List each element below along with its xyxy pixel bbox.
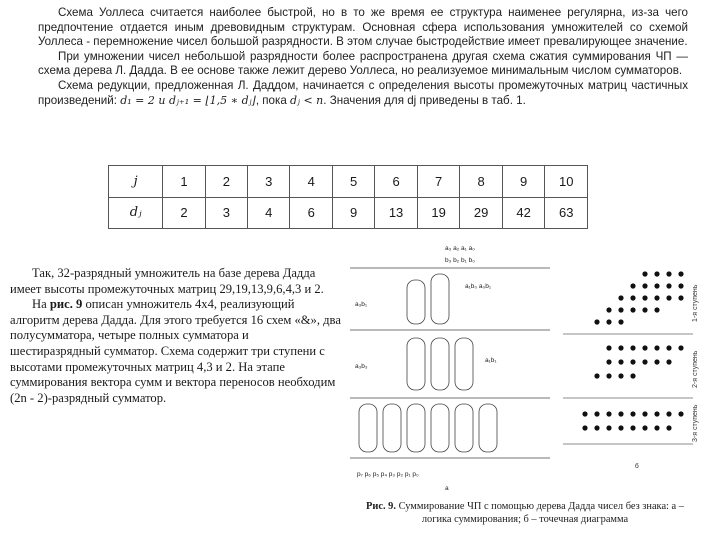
intro-p3-end: . Значения для dj приведены в таб. 1.	[323, 93, 526, 107]
table-cell: 19	[417, 197, 460, 229]
figure-caption	[355, 500, 695, 526]
dadda-tree-figure	[345, 238, 705, 494]
table-cell: 9	[332, 197, 374, 229]
caption-label: Рис. 9.	[366, 501, 396, 512]
intro-paragraph-3	[38, 79, 688, 108]
table-cell: 2	[163, 197, 205, 229]
figure-sublabel-a: а	[445, 485, 449, 492]
table-cell: 3	[248, 166, 290, 198]
intro-paragraph-2: При умножении чисел небольшой разрядности более распространена другая схема сжатия суммирования ЧП — схема дерева Л. Дадда. В ее основе также лежит дерево Уоллеса, но реализуемое минимальным числом сумматоров.	[38, 49, 688, 78]
table-cell: 29	[460, 197, 503, 229]
table-cell: 42	[502, 197, 545, 229]
table-cell: 7	[417, 166, 460, 198]
table-cell: 8	[460, 166, 503, 198]
stage-label-3: 3-я ступень	[692, 404, 699, 442]
body-p2-rest: описан умножитель 4х4, реализующий алгоритм дерева Дадда. Для этого требуется 16 схем «&», два полусумматора, четыре полных сумматора и шестиразрядный сумматор. Схема содержит три ступени с высотами промежуточных матриц 4,3 и 2. На этапе суммирования вектора сумм и вектора переносов необходим (2n - 2)-разрядный сумматор.	[10, 297, 341, 405]
intro-p3-start: Схема редукции, предложенная Л. Даддом, начинается с определения высоты промежуточных матриц частичных произведений:	[38, 78, 688, 107]
table-cell: 5	[332, 166, 374, 198]
table-cell: 6	[375, 166, 418, 198]
intro-text	[38, 6, 688, 108]
heights-table	[108, 165, 588, 229]
result-label: p₇ p₆ p₅ p₄ p₃ p₂ p₁ p₀	[357, 471, 419, 478]
dadda-condition: dⱼ < n	[290, 93, 324, 107]
intro-p3-mid: , пока	[255, 93, 287, 107]
table-cell: 63	[545, 197, 588, 229]
table-cell: 3	[205, 197, 247, 229]
body-p2-start: На	[32, 297, 50, 312]
figure-sublabel-b: б	[635, 463, 639, 470]
caption-text: Суммирование ЧП с помощью дерева Дадда чисел без знака: а – логика суммирования; б – точечная диаграмма	[395, 501, 684, 525]
stage-labels	[692, 284, 699, 442]
body-paragraph-1: Так, 32-разрядный умножитель на базе дерева Дадда имеет высоты промежуточных матриц 29,19,13,9,6,4,3 и 2.	[10, 266, 324, 296]
operand-label: b₃ b₂ b₁ b₀	[445, 257, 475, 264]
table-cell: 9	[502, 166, 545, 198]
figure-reference: рис. 9	[49, 297, 83, 312]
table-cell: 4	[248, 197, 290, 229]
table-row	[109, 197, 588, 229]
table-header-j: j	[109, 166, 163, 198]
product-label: a₃b₁	[355, 301, 368, 308]
table-cell: 10	[545, 166, 588, 198]
intro-paragraph-1: Схема Уоллеса считается наиболее быстрой, но в то же время ее структура наименее регулярна, из-за чего предпочтение отдается иным древовидным структурам. Основная сфера использования умножителей со схемой Уоллеса - перемножение чисел большой разрядности. В этом случае быстродействие имеет превалирующее значение.	[38, 6, 688, 49]
table-cell: 1	[163, 166, 205, 198]
operand-label: a₃ a₂ a₁ a₀	[445, 245, 475, 252]
product-label: a₃b₃	[355, 363, 368, 370]
product-label: a₁b₁	[485, 357, 497, 364]
table-cell: 4	[290, 166, 332, 198]
stage-label-2: 2-я ступень	[692, 350, 699, 388]
summation-logic-diagram	[350, 268, 550, 458]
dadda-formula: d₁ = 2 и dⱼ₊₁ = ⌊1,5 ∗ dⱼ⌋	[120, 93, 256, 107]
body-text	[10, 266, 342, 406]
product-label: a₁b₀ a₀b₁	[465, 283, 492, 290]
table-cell: 13	[375, 197, 418, 229]
table-cell: 6	[290, 197, 332, 229]
body-paragraph-2	[10, 297, 342, 406]
summation-logic-labels	[355, 245, 497, 492]
table-header-dj: dⱼ	[109, 197, 163, 229]
table-cell: 2	[205, 166, 247, 198]
table-row	[109, 166, 588, 198]
stage-label-1: 1-я ступень	[692, 284, 699, 322]
dot-diagram	[582, 271, 683, 430]
